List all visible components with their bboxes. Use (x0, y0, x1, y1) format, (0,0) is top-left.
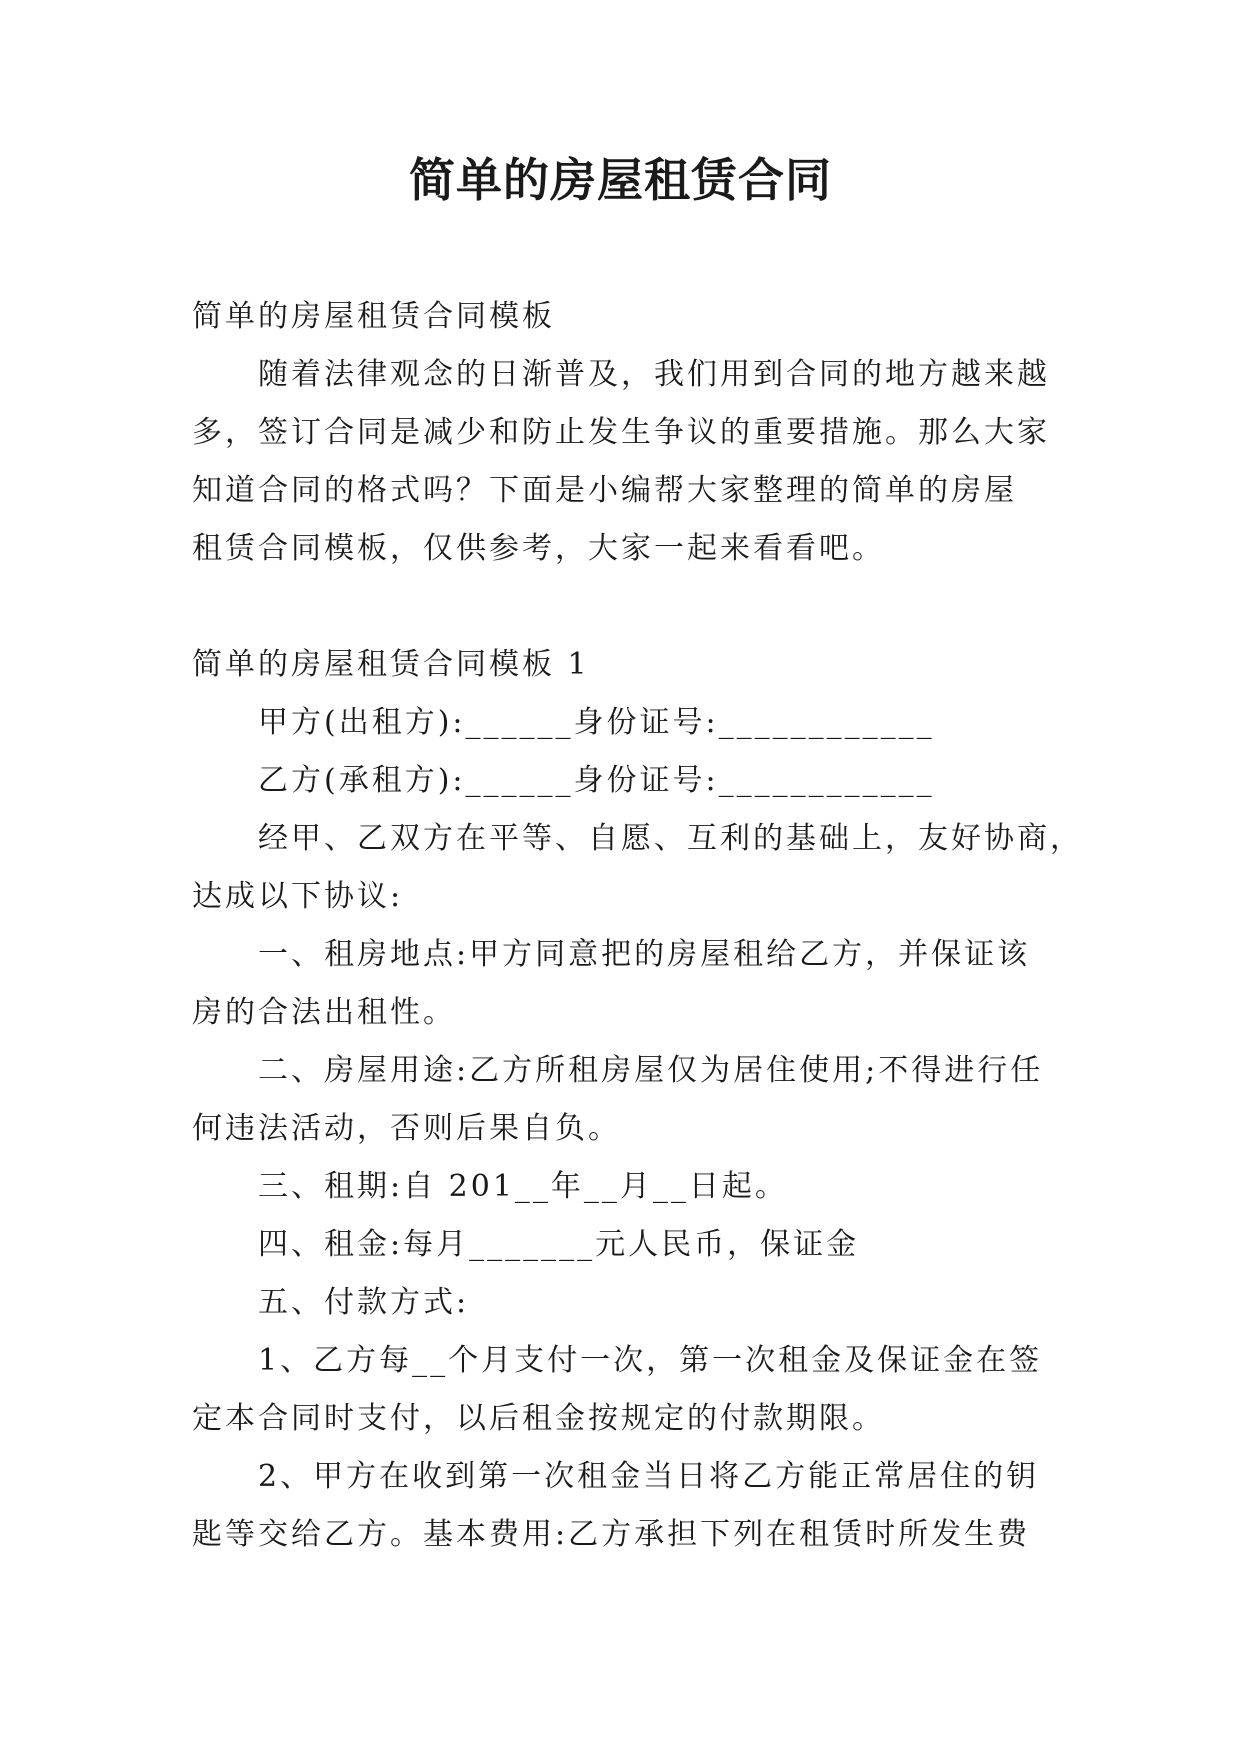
text-line: 随着法律观念的日渐普及，我们用到合同的地方越来越 (258, 357, 1050, 392)
text-line: 匙等交给乙方。基本费用:乙方承担下列在租赁时所发生费 (192, 1517, 1031, 1552)
text-line: 定本合同时支付，以后租金按规定的付款期限。 (192, 1401, 885, 1436)
text-line: 1、乙方每__个月支付一次，第一次租金及保证金在签 (258, 1343, 1043, 1378)
text-line: 乙方(承租方):______身份证号:____________ (258, 763, 935, 798)
text-line: 一、租房地点:甲方同意把的房屋租给乙方，并保证该 (258, 937, 1031, 972)
text-line: 五、付款方式: (258, 1285, 470, 1320)
document-body (192, 288, 1083, 1564)
text-line: 简单的房屋租赁合同模板 (192, 299, 555, 334)
section-heading: 简单的房屋租赁合同模板 1 (192, 647, 590, 682)
text-line: 何违法活动，否则后果自负。 (192, 1111, 621, 1146)
text-line: 三、租期:自 201__年__月__日起。 (258, 1169, 788, 1204)
text-line: 租赁合同模板，仅供参考，大家一起来看看吧。 (192, 531, 885, 566)
text-line: 经甲、乙双方在平等、自愿、互利的基础上，友好协商， (258, 821, 1083, 856)
text-line: 多，签订合同是减少和防止发生争议的重要措施。那么大家 (192, 415, 1050, 450)
text-line: 二、房屋用途:乙方所租房屋仅为居住使用;不得进行任 (258, 1053, 1044, 1088)
text-line: 四、租金:每月_______元人民币，保证金 (258, 1227, 860, 1262)
text-line: 达成以下协议: (192, 879, 404, 914)
paragraph-gap (192, 578, 1052, 636)
text-line: 甲方(出租方):______身份证号:____________ (258, 705, 935, 740)
document-title: 简单的房屋租赁合同 (409, 153, 832, 207)
text-line: 知道合同的格式吗？下面是小编帮大家整理的简单的房屋 (192, 473, 1017, 508)
text-line: 房的合法出租性。 (192, 995, 456, 1030)
text-line: 2、甲方在收到第一次租金当日将乙方能正常居住的钥 (258, 1459, 1040, 1494)
